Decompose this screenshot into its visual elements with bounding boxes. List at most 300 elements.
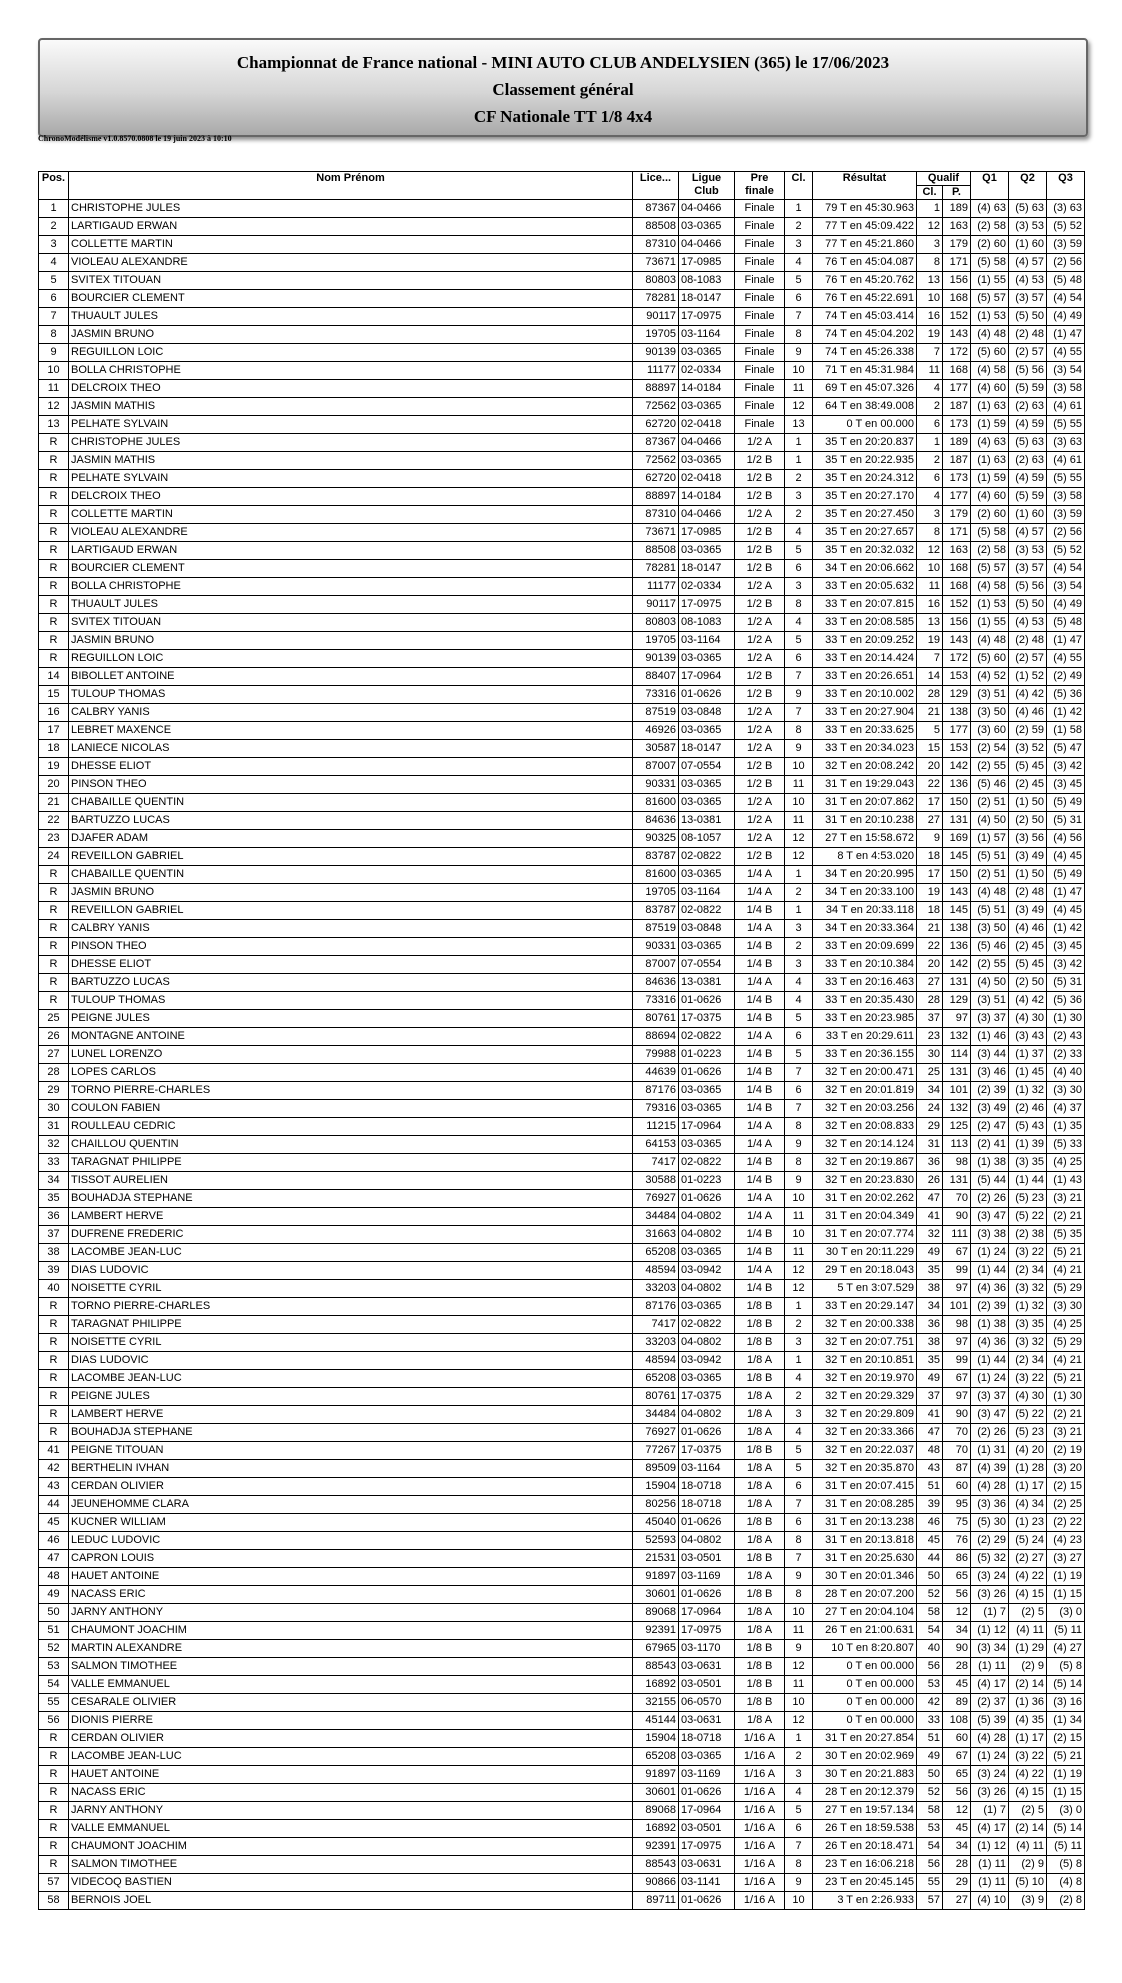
cell-q3: (2) 19	[1047, 1442, 1085, 1460]
cell-ligue: 06-0570	[679, 1694, 735, 1712]
cell-licence: 87310	[633, 506, 679, 524]
cell-qualif-cl: 35	[917, 1262, 943, 1280]
cell-cl: 5	[785, 632, 813, 650]
cell-nom: SVITEX TITOUAN	[69, 614, 633, 632]
cell-licence: 76927	[633, 1424, 679, 1442]
col-pos: Pos.	[39, 172, 69, 200]
table-row	[39, 1208, 1085, 1226]
cell-prefinale: 1/2 A	[735, 830, 785, 848]
cell-licence: 72562	[633, 452, 679, 470]
cell-resultat: 0 T en 00.000	[813, 1712, 917, 1730]
results-table	[38, 171, 1085, 1910]
cell-qualif-p: 132	[943, 1100, 971, 1118]
cell-resultat: 31 T en 20:07.862	[813, 794, 917, 812]
cell-q2: (4) 57	[1009, 524, 1047, 542]
cell-licence: 76927	[633, 1190, 679, 1208]
cell-resultat: 30 T en 20:02.969	[813, 1748, 917, 1766]
cell-qualif-cl: 21	[917, 920, 943, 938]
cell-q2: (5) 50	[1009, 596, 1047, 614]
cell-cl: 2	[785, 938, 813, 956]
cell-qualif-p: 156	[943, 614, 971, 632]
cell-ligue: 03-0365	[679, 1370, 735, 1388]
cell-q2: (2) 14	[1009, 1676, 1047, 1694]
cell-nom: PELHATE SYLVAIN	[69, 470, 633, 488]
cell-pos: 28	[39, 1064, 69, 1082]
cell-cl: 8	[785, 1118, 813, 1136]
table-row	[39, 1370, 1085, 1388]
cell-prefinale: 1/8 A	[735, 1424, 785, 1442]
cell-q1: (1) 24	[971, 1370, 1009, 1388]
cell-nom: CHABAILLE QUENTIN	[69, 866, 633, 884]
cell-prefinale: 1/4 A	[735, 1028, 785, 1046]
cell-qualif-p: 163	[943, 542, 971, 560]
cell-q2: (3) 22	[1009, 1370, 1047, 1388]
cell-prefinale: 1/16 A	[735, 1784, 785, 1802]
cell-prefinale: 1/4 B	[735, 1226, 785, 1244]
cell-prefinale: 1/2 B	[735, 776, 785, 794]
cell-resultat: 32 T en 20:29.329	[813, 1388, 917, 1406]
cell-q1: (1) 11	[971, 1874, 1009, 1892]
cell-q2: (4) 20	[1009, 1442, 1047, 1460]
cell-q1: (2) 55	[971, 758, 1009, 776]
cell-nom: BOURCIER CLEMENT	[69, 290, 633, 308]
cell-licence: 19705	[633, 326, 679, 344]
cell-qualif-cl: 18	[917, 902, 943, 920]
cell-ligue: 01-0626	[679, 1190, 735, 1208]
table-row	[39, 452, 1085, 470]
cell-licence: 81600	[633, 794, 679, 812]
cell-cl: 4	[785, 1784, 813, 1802]
cell-q2: (1) 37	[1009, 1046, 1047, 1064]
cell-prefinale: 1/4 B	[735, 1172, 785, 1190]
cell-q2: (5) 59	[1009, 488, 1047, 506]
cell-ligue: 01-0626	[679, 686, 735, 704]
cell-ligue: 01-0626	[679, 1064, 735, 1082]
cell-q1: (3) 51	[971, 992, 1009, 1010]
cell-nom: VIOLEAU ALEXANDRE	[69, 524, 633, 542]
table-row	[39, 1496, 1085, 1514]
cell-q2: (2) 59	[1009, 722, 1047, 740]
cell-resultat: 34 T en 20:33.100	[813, 884, 917, 902]
cell-ligue: 03-0848	[679, 704, 735, 722]
cell-pos: R	[39, 1406, 69, 1424]
cell-resultat: 33 T en 20:36.155	[813, 1046, 917, 1064]
cell-resultat: 0 T en 00.000	[813, 416, 917, 434]
cell-qualif-cl: 45	[917, 1532, 943, 1550]
cell-qualif-cl: 8	[917, 254, 943, 272]
cell-q2: (4) 59	[1009, 470, 1047, 488]
cell-nom: LEDUC LUDOVIC	[69, 1532, 633, 1550]
cell-resultat: 0 T en 00.000	[813, 1658, 917, 1676]
table-row	[39, 974, 1085, 992]
cell-nom: REVEILLON GABRIEL	[69, 848, 633, 866]
cell-licence: 87007	[633, 758, 679, 776]
cell-q1: (2) 47	[971, 1118, 1009, 1136]
cell-q3: (5) 35	[1047, 1226, 1085, 1244]
cell-q3: (2) 21	[1047, 1406, 1085, 1424]
cell-ligue: 02-0418	[679, 416, 735, 434]
cell-cl: 10	[785, 794, 813, 812]
category-title: CF Nationale TT 1/8 4x4	[473, 107, 653, 126]
cell-resultat: 31 T en 20:02.262	[813, 1190, 917, 1208]
cell-prefinale: 1/4 B	[735, 956, 785, 974]
cell-pos: R	[39, 578, 69, 596]
cell-nom: JEUNEHOMME CLARA	[69, 1496, 633, 1514]
cell-q1: (4) 28	[971, 1730, 1009, 1748]
cell-prefinale: 1/2 B	[735, 524, 785, 542]
cell-q3: (1) 47	[1047, 884, 1085, 902]
cell-qualif-cl: 7	[917, 650, 943, 668]
cell-q3: (4) 55	[1047, 650, 1085, 668]
table-row	[39, 1694, 1085, 1712]
cell-nom: COLLETTE MARTIN	[69, 236, 633, 254]
cell-licence: 30588	[633, 1172, 679, 1190]
cell-cl: 3	[785, 956, 813, 974]
cell-ligue: 03-0365	[679, 344, 735, 362]
cell-cl: 2	[785, 884, 813, 902]
cell-cl: 5	[785, 1010, 813, 1028]
cell-resultat: 32 T en 20:33.366	[813, 1424, 917, 1442]
table-row	[39, 1118, 1085, 1136]
cell-ligue: 03-0365	[679, 1298, 735, 1316]
cell-resultat: 32 T en 20:00.471	[813, 1064, 917, 1082]
cell-nom: PEIGNE JULES	[69, 1010, 633, 1028]
col-licence: Lice...	[633, 172, 679, 200]
cell-licence: 15904	[633, 1478, 679, 1496]
cell-q1: (3) 37	[971, 1010, 1009, 1028]
cell-q1: (1) 53	[971, 596, 1009, 614]
cell-ligue: 03-0942	[679, 1262, 735, 1280]
cell-licence: 88407	[633, 668, 679, 686]
cell-pos: R	[39, 1748, 69, 1766]
cell-cl: 8	[785, 1532, 813, 1550]
cell-pos: 36	[39, 1208, 69, 1226]
cell-prefinale: 1/2 B	[735, 542, 785, 560]
cell-q1: (2) 37	[971, 1694, 1009, 1712]
cell-q2: (3) 49	[1009, 848, 1047, 866]
cell-qualif-p: 172	[943, 650, 971, 668]
cell-q2: (1) 29	[1009, 1640, 1047, 1658]
cell-q1: (3) 47	[971, 1208, 1009, 1226]
cell-pos: 46	[39, 1532, 69, 1550]
table-row	[39, 740, 1085, 758]
cell-q2: (4) 53	[1009, 272, 1047, 290]
software-version: ChronoModélisme v1.0.8570.0808 le 19 juin 2023 à 10:10	[38, 134, 232, 143]
cell-q3: (5) 31	[1047, 974, 1085, 992]
col-q3: Q3	[1047, 172, 1085, 200]
cell-pos: 52	[39, 1640, 69, 1658]
cell-q3: (3) 45	[1047, 776, 1085, 794]
cell-qualif-p: 28	[943, 1856, 971, 1874]
cell-nom: PEIGNE JULES	[69, 1388, 633, 1406]
cell-pos: 16	[39, 704, 69, 722]
cell-prefinale: 1/4 B	[735, 1064, 785, 1082]
cell-q1: (5) 57	[971, 290, 1009, 308]
cell-q2: (3) 35	[1009, 1316, 1047, 1334]
cell-ligue: 17-0964	[679, 1802, 735, 1820]
cell-nom: DJAFER ADAM	[69, 830, 633, 848]
cell-q1: (1) 46	[971, 1028, 1009, 1046]
cell-nom: THUAULT JULES	[69, 596, 633, 614]
cell-qualif-p: 67	[943, 1370, 971, 1388]
cell-q3: (3) 30	[1047, 1082, 1085, 1100]
cell-licence: 31663	[633, 1226, 679, 1244]
cell-ligue: 04-0802	[679, 1280, 735, 1298]
cell-licence: 87176	[633, 1298, 679, 1316]
cell-q3: (1) 43	[1047, 1172, 1085, 1190]
cell-nom: CHRISTOPHE JULES	[69, 434, 633, 452]
cell-qualif-cl: 25	[917, 1064, 943, 1082]
cell-pos: R	[39, 434, 69, 452]
cell-resultat: 27 T en 19:57.134	[813, 1802, 917, 1820]
cell-resultat: 32 T en 20:14.124	[813, 1136, 917, 1154]
cell-qualif-p: 95	[943, 1496, 971, 1514]
table-row	[39, 398, 1085, 416]
cell-nom: LAMBERT HERVE	[69, 1406, 633, 1424]
cell-prefinale: 1/2 B	[735, 686, 785, 704]
cell-q1: (4) 50	[971, 974, 1009, 992]
cell-q3: (5) 36	[1047, 686, 1085, 704]
table-row	[39, 1010, 1085, 1028]
cell-pos: 26	[39, 1028, 69, 1046]
cell-ligue: 17-0975	[679, 1622, 735, 1640]
cell-qualif-cl: 5	[917, 722, 943, 740]
cell-resultat: 35 T en 20:32.032	[813, 542, 917, 560]
cell-prefinale: 1/4 A	[735, 866, 785, 884]
cell-qualif-cl: 10	[917, 560, 943, 578]
cell-prefinale: Finale	[735, 218, 785, 236]
cell-resultat: 31 T en 19:29.043	[813, 776, 917, 794]
cell-ligue: 03-0365	[679, 866, 735, 884]
cell-q2: (3) 43	[1009, 1028, 1047, 1046]
table-row	[39, 1784, 1085, 1802]
cell-q3: (4) 54	[1047, 560, 1085, 578]
cell-pos: 49	[39, 1586, 69, 1604]
cell-qualif-cl: 11	[917, 362, 943, 380]
table-row	[39, 1586, 1085, 1604]
table-row	[39, 1748, 1085, 1766]
cell-qualif-p: 67	[943, 1244, 971, 1262]
cell-resultat: 32 T en 20:01.819	[813, 1082, 917, 1100]
cell-nom: LOPES CARLOS	[69, 1064, 633, 1082]
cell-pos: R	[39, 902, 69, 920]
cell-q3: (2) 56	[1047, 254, 1085, 272]
cell-ligue: 03-0365	[679, 398, 735, 416]
cell-licence: 80803	[633, 614, 679, 632]
cell-cl: 9	[785, 1172, 813, 1190]
cell-licence: 64153	[633, 1136, 679, 1154]
cell-q2: (5) 23	[1009, 1190, 1047, 1208]
cell-licence: 92391	[633, 1622, 679, 1640]
cell-q2: (4) 30	[1009, 1010, 1047, 1028]
cell-prefinale: 1/4 A	[735, 1262, 785, 1280]
cell-q2: (2) 48	[1009, 884, 1047, 902]
cell-qualif-cl: 3	[917, 236, 943, 254]
cell-q2: (5) 23	[1009, 1424, 1047, 1442]
cell-resultat: 31 T en 20:10.238	[813, 812, 917, 830]
cell-ligue: 18-0147	[679, 560, 735, 578]
cell-ligue: 18-0718	[679, 1730, 735, 1748]
cell-prefinale: 1/8 A	[735, 1406, 785, 1424]
table-row	[39, 776, 1085, 794]
cell-qualif-p: 12	[943, 1802, 971, 1820]
cell-nom: LARTIGAUD ERWAN	[69, 542, 633, 560]
cell-q2: (2) 45	[1009, 776, 1047, 794]
cell-ligue: 03-1169	[679, 1766, 735, 1784]
cell-nom: COLLETTE MARTIN	[69, 506, 633, 524]
cell-resultat: 3 T en 2:26.933	[813, 1892, 917, 1910]
cell-prefinale: 1/2 A	[735, 740, 785, 758]
cell-ligue: 03-0365	[679, 938, 735, 956]
cell-licence: 67965	[633, 1640, 679, 1658]
cell-q1: (4) 58	[971, 362, 1009, 380]
cell-q1: (1) 24	[971, 1244, 1009, 1262]
cell-qualif-p: 136	[943, 938, 971, 956]
cell-nom: VIOLEAU ALEXANDRE	[69, 254, 633, 272]
cell-qualif-cl: 22	[917, 938, 943, 956]
cell-resultat: 31 T en 20:13.818	[813, 1532, 917, 1550]
cell-q2: (2) 57	[1009, 344, 1047, 362]
table-row	[39, 1766, 1085, 1784]
cell-qualif-p: 90	[943, 1406, 971, 1424]
cell-prefinale: 1/8 B	[735, 1658, 785, 1676]
cell-pos: R	[39, 542, 69, 560]
cell-nom: LUNEL LORENZO	[69, 1046, 633, 1064]
cell-licence: 90139	[633, 650, 679, 668]
cell-ligue: 03-1164	[679, 1460, 735, 1478]
table-row	[39, 1442, 1085, 1460]
cell-cl: 8	[785, 1154, 813, 1172]
col-nom: Nom Prénom	[69, 172, 633, 200]
cell-nom: BIBOLLET ANTOINE	[69, 668, 633, 686]
cell-q1: (2) 58	[971, 218, 1009, 236]
cell-licence: 91897	[633, 1568, 679, 1586]
cell-q3: (5) 14	[1047, 1676, 1085, 1694]
cell-cl: 7	[785, 1496, 813, 1514]
table-row	[39, 1154, 1085, 1172]
cell-ligue: 02-0822	[679, 848, 735, 866]
table-row	[39, 866, 1085, 884]
table-row	[39, 218, 1085, 236]
cell-q3: (5) 21	[1047, 1244, 1085, 1262]
cell-nom: DELCROIX THEO	[69, 380, 633, 398]
cell-cl: 3	[785, 236, 813, 254]
cell-licence: 90331	[633, 938, 679, 956]
cell-pos: R	[39, 884, 69, 902]
cell-q3: (2) 56	[1047, 524, 1085, 542]
table-row	[39, 470, 1085, 488]
cell-qualif-p: 145	[943, 848, 971, 866]
cell-licence: 15904	[633, 1730, 679, 1748]
cell-ligue: 18-0147	[679, 290, 735, 308]
cell-pos: 54	[39, 1676, 69, 1694]
cell-q2: (3) 35	[1009, 1154, 1047, 1172]
cell-ligue: 01-0626	[679, 1784, 735, 1802]
cell-resultat: 34 T en 20:33.364	[813, 920, 917, 938]
cell-resultat: 33 T en 20:09.699	[813, 938, 917, 956]
cell-qualif-p: 150	[943, 866, 971, 884]
cell-prefinale: Finale	[735, 272, 785, 290]
cell-q1: (4) 63	[971, 434, 1009, 452]
cell-qualif-p: 90	[943, 1208, 971, 1226]
cell-ligue: 04-0802	[679, 1334, 735, 1352]
cell-pos: R	[39, 1334, 69, 1352]
cell-ligue: 03-0848	[679, 920, 735, 938]
cell-licence: 79988	[633, 1046, 679, 1064]
cell-qualif-p: 187	[943, 452, 971, 470]
cell-q1: (4) 36	[971, 1334, 1009, 1352]
cell-licence: 33203	[633, 1280, 679, 1298]
cell-q2: (1) 50	[1009, 866, 1047, 884]
cell-q1: (1) 55	[971, 614, 1009, 632]
cell-q3: (5) 48	[1047, 614, 1085, 632]
table-row	[39, 1352, 1085, 1370]
cell-pos: 40	[39, 1280, 69, 1298]
cell-cl: 3	[785, 1766, 813, 1784]
cell-prefinale: 1/8 B	[735, 1694, 785, 1712]
cell-q2: (1) 32	[1009, 1298, 1047, 1316]
cell-q2: (5) 10	[1009, 1874, 1047, 1892]
cell-q3: (3) 27	[1047, 1550, 1085, 1568]
cell-qualif-cl: 31	[917, 1136, 943, 1154]
table-row	[39, 938, 1085, 956]
cell-prefinale: 1/16 A	[735, 1730, 785, 1748]
cell-qualif-cl: 53	[917, 1820, 943, 1838]
cell-nom: MARTIN ALEXANDRE	[69, 1640, 633, 1658]
table-row	[39, 1712, 1085, 1730]
cell-licence: 84636	[633, 974, 679, 992]
results-body	[39, 200, 1085, 1910]
cell-prefinale: 1/8 A	[735, 1604, 785, 1622]
cell-q1: (3) 50	[971, 920, 1009, 938]
cell-qualif-cl: 50	[917, 1766, 943, 1784]
cell-qualif-p: 131	[943, 974, 971, 992]
cell-resultat: 26 T en 20:18.471	[813, 1838, 917, 1856]
cell-licence: 44639	[633, 1064, 679, 1082]
cell-prefinale: 1/4 A	[735, 920, 785, 938]
cell-prefinale: 1/2 A	[735, 434, 785, 452]
cell-q3: (5) 8	[1047, 1658, 1085, 1676]
cell-q3: (5) 14	[1047, 1820, 1085, 1838]
table-row	[39, 794, 1085, 812]
cell-qualif-p: 86	[943, 1550, 971, 1568]
cell-q3: (2) 43	[1047, 1028, 1085, 1046]
cell-pos: 25	[39, 1010, 69, 1028]
cell-q2: (4) 11	[1009, 1838, 1047, 1856]
cell-cl: 6	[785, 1514, 813, 1532]
cell-licence: 78281	[633, 290, 679, 308]
cell-qualif-cl: 54	[917, 1838, 943, 1856]
cell-licence: 87367	[633, 434, 679, 452]
cell-qualif-cl: 47	[917, 1190, 943, 1208]
cell-qualif-cl: 51	[917, 1730, 943, 1748]
cell-q2: (2) 46	[1009, 1100, 1047, 1118]
cell-qualif-p: 131	[943, 1064, 971, 1082]
cell-qualif-cl: 24	[917, 1100, 943, 1118]
cell-q3: (3) 54	[1047, 578, 1085, 596]
cell-q2: (3) 57	[1009, 290, 1047, 308]
table-row	[39, 290, 1085, 308]
cell-q3: (5) 29	[1047, 1280, 1085, 1298]
cell-cl: 1	[785, 452, 813, 470]
cell-prefinale: 1/2 B	[735, 560, 785, 578]
cell-q3: (5) 29	[1047, 1334, 1085, 1352]
cell-resultat: 23 T en 16:06.218	[813, 1856, 917, 1874]
cell-nom: LACOMBE JEAN-LUC	[69, 1748, 633, 1766]
cell-resultat: 35 T en 20:24.312	[813, 470, 917, 488]
cell-cl: 10	[785, 1226, 813, 1244]
table-row	[39, 1190, 1085, 1208]
